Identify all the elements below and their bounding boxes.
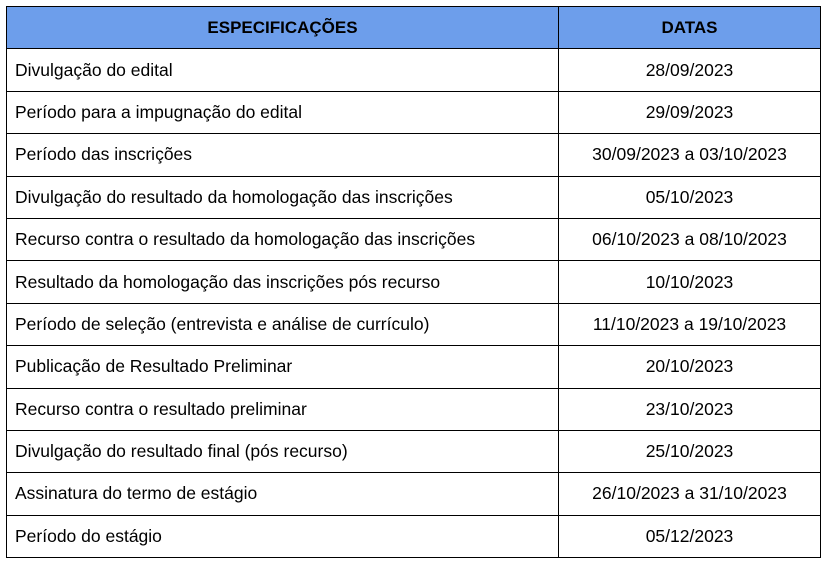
date-cell: 30/09/2023 a 03/10/2023 [559,134,821,176]
table-row [7,261,821,303]
table-row [7,473,821,515]
table-row [7,176,821,218]
spec-cell: Período das inscrições [7,134,559,176]
spec-cell: Período de seleção (entrevista e análise de currículo) [7,303,559,345]
date-cell: 05/12/2023 [559,515,821,557]
spec-cell: Resultado da homologação das inscrições pós recurso [7,261,559,303]
table-body [7,49,821,558]
table-row [7,430,821,472]
date-cell: 23/10/2023 [559,388,821,430]
spec-cell: Recurso contra o resultado da homologação das inscrições [7,218,559,260]
table-row [7,303,821,345]
spec-cell: Divulgação do resultado final (pós recurso) [7,430,559,472]
spec-cell: Publicação de Resultado Preliminar [7,346,559,388]
table-row [7,515,821,557]
date-cell: 28/09/2023 [559,49,821,91]
spec-cell: Divulgação do resultado da homologação das inscrições [7,176,559,218]
date-cell: 10/10/2023 [559,261,821,303]
date-cell: 26/10/2023 a 31/10/2023 [559,473,821,515]
schedule-table [6,6,821,558]
date-cell: 11/10/2023 a 19/10/2023 [559,303,821,345]
header-dates: DATAS [559,7,821,49]
date-cell: 06/10/2023 a 08/10/2023 [559,218,821,260]
spec-cell: Assinatura do termo de estágio [7,473,559,515]
date-cell: 05/10/2023 [559,176,821,218]
spec-cell: Recurso contra o resultado preliminar [7,388,559,430]
header-row [7,7,821,49]
header-specifications: ESPECIFICAÇÕES [7,7,559,49]
date-cell: 20/10/2023 [559,346,821,388]
table-row [7,49,821,91]
spec-cell: Período do estágio [7,515,559,557]
table-header [7,7,821,49]
spec-cell: Divulgação do edital [7,49,559,91]
table-row [7,218,821,260]
table-row [7,388,821,430]
date-cell: 29/09/2023 [559,91,821,133]
spec-cell: Período para a impugnação do edital [7,91,559,133]
table-row [7,91,821,133]
table-row [7,134,821,176]
table-row [7,346,821,388]
date-cell: 25/10/2023 [559,430,821,472]
